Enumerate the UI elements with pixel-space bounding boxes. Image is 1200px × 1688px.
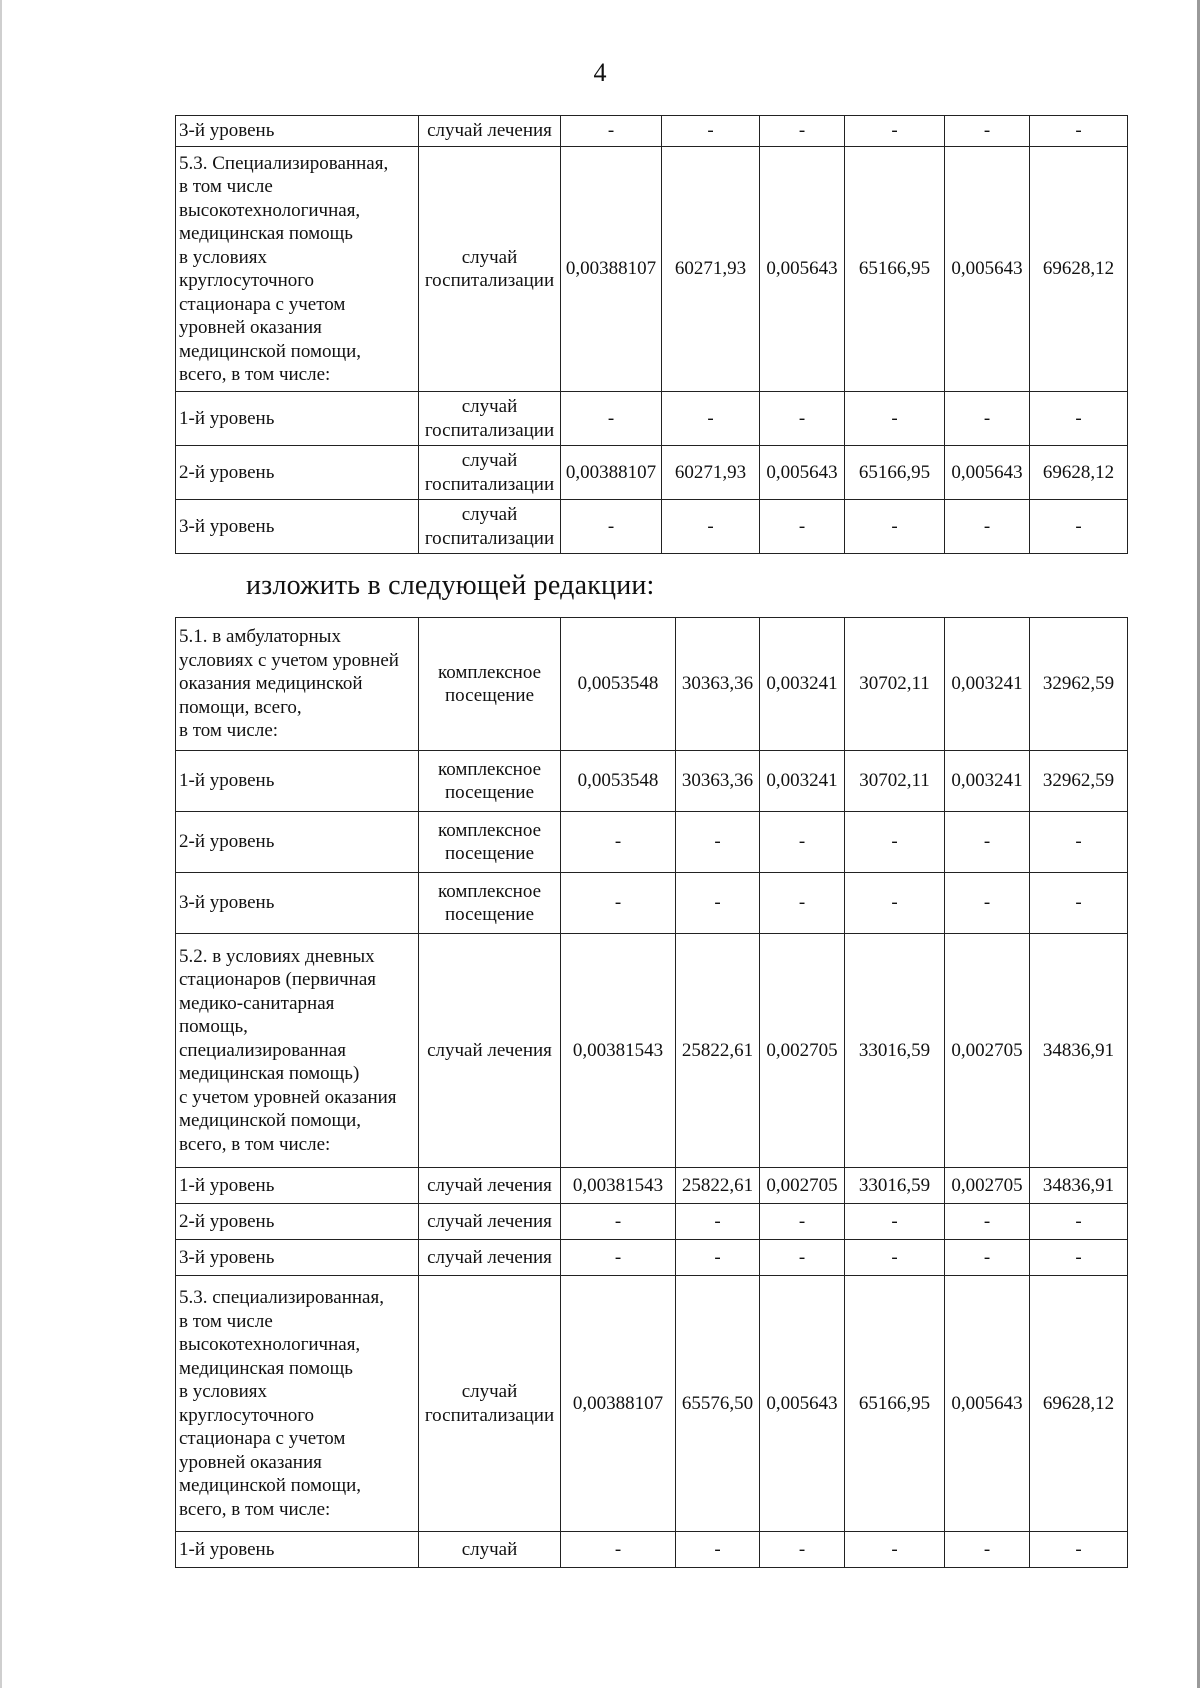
value-cell: 33016,59 — [845, 934, 945, 1168]
instruction-text: изложить в следующей редакции: — [246, 570, 655, 601]
value-cell: 65576,50 — [676, 1276, 760, 1532]
row-name-cell: 3-й уровень — [176, 500, 419, 554]
value-cell: 30702,11 — [845, 618, 945, 751]
value-cell: - — [676, 1240, 760, 1276]
value-cell: - — [1030, 1240, 1128, 1276]
value-cell: 0,005643 — [760, 446, 845, 500]
value-cell: 0,00381543 — [561, 934, 676, 1168]
value-cell: - — [760, 116, 845, 147]
value-cell: 65166,95 — [845, 1276, 945, 1532]
row-name-cell: 2-й уровень — [176, 446, 419, 500]
value-cell: 32962,59 — [1030, 751, 1128, 812]
unit-cell: комплексное посещение — [419, 873, 561, 934]
value-cell: 0,0053548 — [561, 618, 676, 751]
value-cell: - — [662, 500, 760, 554]
value-cell: - — [945, 873, 1030, 934]
value-cell: 34836,91 — [1030, 1168, 1128, 1204]
unit-cell: случай госпитализации — [419, 446, 561, 500]
row-name-cell: 5.3. Специализированная, в том числе высокотехнологичная, медицинская помощь в условиях круглосуточного стационара с учетом уровней оказания медицинской помощи, всего, в том числе: — [176, 147, 419, 392]
unit-cell: случай лечения — [419, 934, 561, 1168]
value-cell: 69628,12 — [1030, 1276, 1128, 1532]
value-cell: - — [945, 1532, 1030, 1568]
value-cell: - — [760, 1532, 845, 1568]
value-cell: 0,005643 — [945, 446, 1030, 500]
table-row — [176, 500, 1128, 554]
table-row — [176, 1532, 1128, 1568]
value-cell: - — [676, 812, 760, 873]
value-cell: - — [845, 500, 945, 554]
value-cell: - — [1030, 873, 1128, 934]
value-cell: - — [1030, 1204, 1128, 1240]
value-cell: 0,002705 — [945, 1168, 1030, 1204]
value-cell: - — [760, 392, 845, 446]
value-cell: 65166,95 — [845, 446, 945, 500]
row-name-cell: 1-й уровень — [176, 1168, 419, 1204]
value-cell: - — [662, 392, 760, 446]
value-cell: - — [945, 812, 1030, 873]
unit-cell: случай госпитализации — [419, 1276, 561, 1532]
value-cell: 0,003241 — [945, 618, 1030, 751]
value-cell: 25822,61 — [676, 1168, 760, 1204]
unit-cell: случай лечения — [419, 1168, 561, 1204]
value-cell: - — [845, 1204, 945, 1240]
table-row — [176, 618, 1128, 751]
value-cell: - — [845, 1240, 945, 1276]
table-row — [176, 1276, 1128, 1532]
value-cell: 0,0053548 — [561, 751, 676, 812]
page-number: 4 — [593, 58, 607, 87]
value-cell: 0,00388107 — [561, 147, 662, 392]
value-cell: 69628,12 — [1030, 446, 1128, 500]
value-cell: 60271,93 — [662, 446, 760, 500]
table-row — [176, 1204, 1128, 1240]
unit-cell: случай госпитализации — [419, 500, 561, 554]
value-cell: - — [760, 873, 845, 934]
value-cell: - — [561, 812, 676, 873]
value-cell: 34836,91 — [1030, 934, 1128, 1168]
value-cell: - — [676, 873, 760, 934]
value-cell: - — [945, 1240, 1030, 1276]
value-cell: 0,00388107 — [561, 1276, 676, 1532]
value-cell: 0,005643 — [760, 1276, 845, 1532]
row-name-cell: 5.2. в условиях дневных стационаров (первичная медико-санитарная помощь, специализированная медицинская помощь) с учетом уровней оказания медицинской помощи, всего, в том числе: — [176, 934, 419, 1168]
unit-cell: случай лечения — [419, 1240, 561, 1276]
value-cell: - — [945, 392, 1030, 446]
table-previous-version — [175, 115, 1128, 554]
table-new-version — [175, 617, 1128, 1568]
value-cell: - — [845, 392, 945, 446]
value-cell: - — [845, 873, 945, 934]
row-name-cell: 3-й уровень — [176, 1240, 419, 1276]
value-cell: - — [1030, 116, 1128, 147]
unit-cell: комплексное посещение — [419, 618, 561, 751]
value-cell: 30702,11 — [845, 751, 945, 812]
value-cell: - — [760, 500, 845, 554]
value-cell: - — [561, 873, 676, 934]
value-cell: - — [1030, 392, 1128, 446]
value-cell: 30363,36 — [676, 618, 760, 751]
unit-cell: случай госпитализации — [419, 392, 561, 446]
value-cell: - — [760, 1204, 845, 1240]
value-cell: - — [561, 1204, 676, 1240]
value-cell: - — [561, 392, 662, 446]
row-name-cell: 2-й уровень — [176, 812, 419, 873]
value-cell: - — [561, 1532, 676, 1568]
row-name-cell: 3-й уровень — [176, 116, 419, 147]
table-row — [176, 1168, 1128, 1204]
value-cell: 65166,95 — [845, 147, 945, 392]
value-cell: - — [1030, 812, 1128, 873]
value-cell: 30363,36 — [676, 751, 760, 812]
unit-cell: комплексное посещение — [419, 751, 561, 812]
value-cell: - — [561, 1240, 676, 1276]
unit-cell: случай госпитализации — [419, 147, 561, 392]
value-cell: - — [662, 116, 760, 147]
table-row — [176, 751, 1128, 812]
value-cell: - — [760, 812, 845, 873]
table-row — [176, 873, 1128, 934]
table-row — [176, 116, 1128, 147]
table-row — [176, 147, 1128, 392]
value-cell: 0,00388107 — [561, 446, 662, 500]
value-cell: 33016,59 — [845, 1168, 945, 1204]
value-cell: - — [945, 1204, 1030, 1240]
value-cell: 0,002705 — [945, 934, 1030, 1168]
value-cell: - — [845, 116, 945, 147]
row-name-cell: 1-й уровень — [176, 751, 419, 812]
value-cell: 0,002705 — [760, 1168, 845, 1204]
value-cell: - — [760, 1240, 845, 1276]
table-row — [176, 1240, 1128, 1276]
value-cell: 0,002705 — [760, 934, 845, 1168]
value-cell: 32962,59 — [1030, 618, 1128, 751]
value-cell: - — [845, 812, 945, 873]
value-cell: 0,00381543 — [561, 1168, 676, 1204]
row-name-cell: 3-й уровень — [176, 873, 419, 934]
row-name-cell: 5.1. в амбулаторных условиях с учетом уровней оказания медицинской помощи, всего, в том числе: — [176, 618, 419, 751]
row-name-cell: 5.3. специализированная, в том числе высокотехнологичная, медицинская помощь в условиях круглосуточного стационара с учетом уровней оказания медицинской помощи, всего, в том числе: — [176, 1276, 419, 1532]
value-cell: - — [945, 116, 1030, 147]
value-cell: 0,003241 — [945, 751, 1030, 812]
value-cell: 0,003241 — [760, 751, 845, 812]
value-cell: - — [561, 500, 662, 554]
value-cell: 0,003241 — [760, 618, 845, 751]
value-cell: 60271,93 — [662, 147, 760, 392]
value-cell: 25822,61 — [676, 934, 760, 1168]
value-cell: 0,005643 — [945, 1276, 1030, 1532]
value-cell: - — [676, 1204, 760, 1240]
value-cell: - — [1030, 500, 1128, 554]
value-cell: - — [1030, 1532, 1128, 1568]
table-row — [176, 934, 1128, 1168]
value-cell: 0,005643 — [760, 147, 845, 392]
value-cell: - — [945, 500, 1030, 554]
row-name-cell: 1-й уровень — [176, 392, 419, 446]
table-row — [176, 812, 1128, 873]
table-row — [176, 446, 1128, 500]
value-cell: 69628,12 — [1030, 147, 1128, 392]
unit-cell: случай лечения — [419, 116, 561, 147]
value-cell: 0,005643 — [945, 147, 1030, 392]
value-cell: - — [561, 116, 662, 147]
value-cell: - — [676, 1532, 760, 1568]
value-cell: - — [845, 1532, 945, 1568]
unit-cell: случай — [419, 1532, 561, 1568]
unit-cell: случай лечения — [419, 1204, 561, 1240]
row-name-cell: 2-й уровень — [176, 1204, 419, 1240]
scan-edge-left — [0, 0, 2, 1688]
table-row — [176, 392, 1128, 446]
row-name-cell: 1-й уровень — [176, 1532, 419, 1568]
unit-cell: комплексное посещение — [419, 812, 561, 873]
